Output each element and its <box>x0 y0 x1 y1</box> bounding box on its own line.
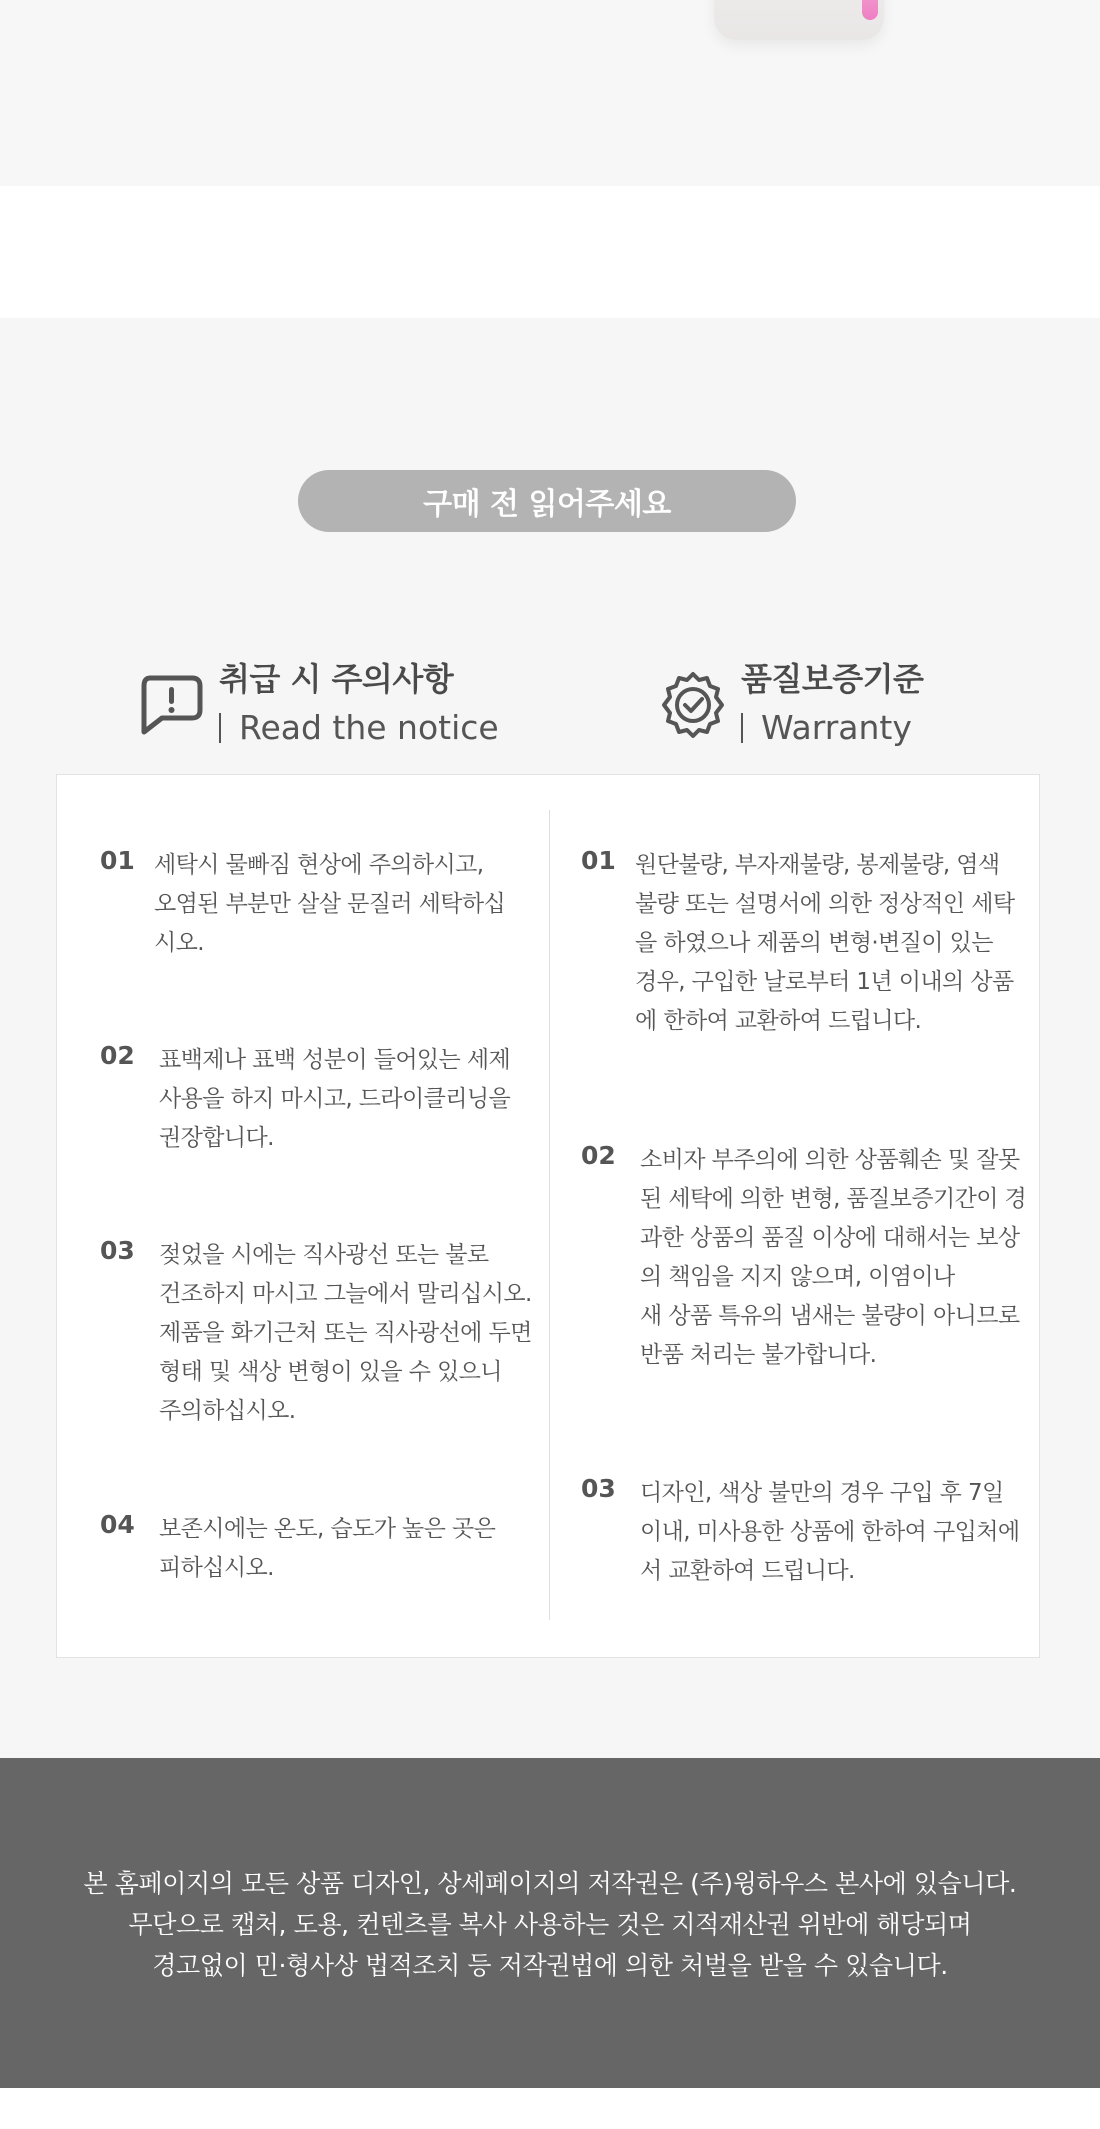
copyright-text: 본 홈페이지의 모든 상품 디자인, 상세페이지의 저작권은 (주)윙하우스 본사에 있습니다. 무단으로 캡처, 도용, 컨텐츠를 복사 사용하는 것은 지적재산권 위반에 해당되며 경고없이 민·형사상 법적조치 등 저작권법에 의한 처벌을 받을 수 있습니다. <box>83 1869 1017 1980</box>
warranty-header <box>658 650 1058 760</box>
warranty-subtitle: Warranty <box>741 708 912 747</box>
care-item-text: 보존시에는 온도, 습도가 높은 곳은 피하십시오. <box>159 1516 496 1581</box>
care-item-number: 04 <box>100 1510 135 1539</box>
badge-check-icon <box>658 670 728 740</box>
product-accent <box>862 0 878 20</box>
care-item-text: 표백제나 표백 성분이 들어있는 세제 사용을 하지 마시고, 드라이클리닝을 권장합니다. <box>159 1047 511 1151</box>
care-notice-title: 취급 시 주의사항 <box>219 660 454 698</box>
speech-bubble-exclamation-icon <box>136 670 206 740</box>
care-item <box>100 1236 540 1436</box>
care-item <box>100 1510 540 1590</box>
column-divider <box>549 810 550 1620</box>
warranty-item-text: 소비자 부주의에 의한 상품훼손 및 잘못 된 세탁에 의한 변형, 품질보증기간이 경 과한 상품의 품질 이상에 대해서는 보상 의 책임을 지지 않으며, 이염이나 새 상품 특유의 냄새는 불량이 아니므로 반품 처리는 불가합니다. <box>640 1147 1027 1368</box>
care-item <box>100 1041 540 1161</box>
warranty-item <box>581 846 1021 1046</box>
spacer <box>0 186 1100 318</box>
warranty-item-number: 03 <box>581 1474 616 1503</box>
warranty-item <box>581 1474 1021 1594</box>
warranty-item-number: 02 <box>581 1141 616 1170</box>
read-before-purchase-badge: 구매 전 읽어주세요 <box>298 470 796 532</box>
warranty-title: 품질보증기준 <box>741 660 924 698</box>
copyright-footer <box>0 1758 1100 2088</box>
care-item <box>100 846 540 966</box>
care-item-text: 세탁시 물빠짐 현상에 주의하시고, 오염된 부분만 살살 문질러 세탁하십 시오. <box>154 852 506 956</box>
care-item-number: 03 <box>100 1236 135 1265</box>
bottom-spacer <box>0 2088 1100 2129</box>
care-item-number: 02 <box>100 1041 135 1070</box>
warranty-item <box>581 1141 1027 1381</box>
care-notice-header <box>136 650 536 760</box>
care-item-number: 01 <box>100 846 135 875</box>
care-item-text: 젖었을 시에는 직사광선 또는 불로 건조하지 마시고 그늘에서 말리십시오. 제품을 화기근처 또는 직사광선에 두면 형태 및 색상 변형이 있을 수 있으니 주의하십시오. <box>159 1242 532 1424</box>
warranty-item-text: 디자인, 색상 불만의 경우 구입 후 7일 이내, 미사용한 상품에 한하여 구입처에 서 교환하여 드립니다. <box>640 1480 1020 1584</box>
warranty-item-number: 01 <box>581 846 616 875</box>
product-image <box>714 0 884 40</box>
care-notice-subtitle: Read the notice <box>219 708 499 747</box>
product-image-section <box>0 0 1100 186</box>
warranty-item-text: 원단불량, 부자재불량, 봉제불량, 염색 불량 또는 설명서에 의한 정상적인 세탁 을 하였으나 제품의 변형·변질이 있는 경우, 구입한 날로부터 1년 이내의 상품 에 한하여 교환하여 드립니다. <box>635 852 1015 1034</box>
